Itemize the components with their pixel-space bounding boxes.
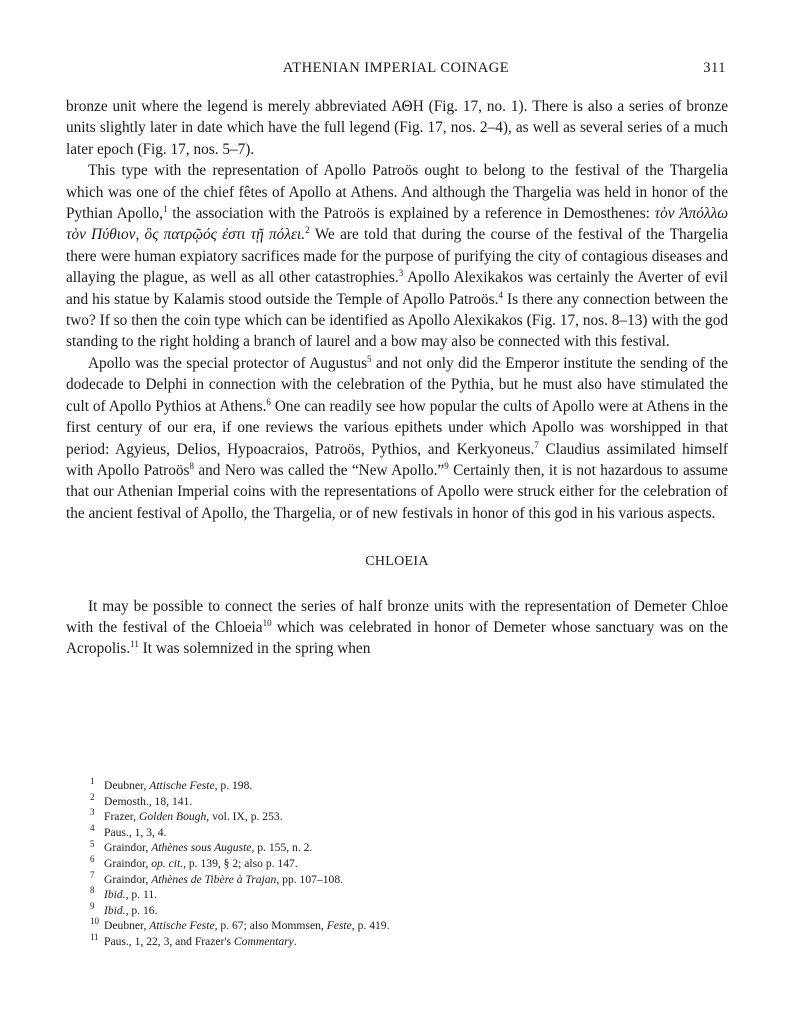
footnote-text: , vol. IX, p. 253. — [206, 810, 283, 824]
paragraph-3-text-c: One can readily see how popular the cults of Apollo were at Athens in the first century of our era, if one reviews the various epithets under which Apollo was worshipped in that period: Agyieus, Delios, Hypoacraios, Patroös, Pythios, and Kerkyoneus. — [66, 397, 728, 458]
body-text — [66, 96, 728, 660]
section-heading: CHLOEIA — [365, 554, 429, 570]
footnote-title: Athènes sous Auguste — [151, 841, 252, 855]
footnote-text: Paus., 1, 3, 4. — [104, 825, 167, 839]
running-header — [66, 60, 726, 82]
paragraph-3-text-a: Apollo was the special protector of Augustus — [88, 354, 368, 372]
footnote-ref-6[interactable]: 6 — [266, 396, 271, 407]
paragraph-2-text-b: the association with the Patroös is explained by a reference in Demosthenes: — [167, 205, 655, 223]
footnote-item: 5 Graindor, Athènes sous Auguste, p. 155, n. 2. — [90, 838, 313, 855]
footnote-item: 3 Frazer, Golden Bough, vol. IX, p. 253. — [90, 807, 283, 824]
footnote-title: Commentary — [233, 934, 294, 948]
footnote-ref-10[interactable]: 10 — [262, 617, 272, 628]
footnote-text: , p. 16. — [125, 903, 158, 917]
footnote-title: Golden Bough — [138, 810, 207, 824]
footnote-ref-5[interactable]: 5 — [367, 353, 372, 364]
footnote-title: op. cit. — [151, 856, 184, 870]
footnote-ref-4[interactable]: 4 — [498, 289, 503, 300]
paragraph-1-text: bronze unit where the legend is merely abbreviated ΑΘΗ (Fig. 17, no. 1). There is also a series of bronze units slightly later in date which have the full legend (Fig. 17, nos. 2–4), as well as several series of a much later epoch (Fig. 17, nos. 5–7). — [66, 98, 728, 158]
footnote-text: , p. 198. — [214, 779, 253, 792]
footnote-item: 1 Deubner, Attische Feste, p. 198. — [90, 776, 253, 792]
footnote-item: 2 Demosth., 18, 141. — [90, 791, 193, 808]
footnote-text: , p. 419. — [351, 919, 390, 933]
footnote-item: 7 Graindor, Athènes de Tibère à Trajan, pp. 107–108. — [90, 869, 344, 886]
paragraph-3-text-f: Certainly then, it is not hazardous to assume that our Athenian Imperial coins with the representations of Apollo were struck either for the celebration of the ancient festival of Apollo, the Thargelia, or of new festivals in honor of this god in his various aspects. — [66, 461, 728, 522]
footnote-ref-9[interactable]: 9 — [444, 460, 449, 471]
page-number: 311 — [703, 60, 726, 76]
paragraph-3-text-b: and not only did the Emperor institute the sending of the dodecade to Delphi in connection with the celebration of the Pythia, but he must also have stimulated the cult of Apollo Pythios at Athens. — [66, 354, 729, 415]
footnote-text: , pp. 107–108. — [276, 872, 344, 886]
footnote-text: Paus., 1, 22, 3, and Frazer's — [104, 934, 234, 948]
footnote-title: Ibid. — [104, 888, 126, 902]
footnote-text: Graindor, — [104, 841, 152, 855]
paragraph-4 — [66, 596, 728, 660]
footnote-title: Ibid. — [104, 903, 126, 917]
footnote-text: , p. 11. — [125, 888, 158, 902]
footnote-text: . — [293, 934, 297, 948]
running-title: ATHENIAN IMPERIAL COINAGE — [282, 60, 510, 76]
footnote-text: Frazer, — [104, 810, 139, 824]
paragraph-3-text-d: Claudius assimilated himself with Apollo Patroös — [66, 440, 728, 479]
footnote-title: Attische Feste — [149, 779, 215, 792]
footnotes — [90, 778, 650, 950]
footnote-ref-2[interactable]: 2 — [305, 225, 310, 236]
paragraph-4-text-b: which was celebrated in honor of Demeter whose sanctuary was on the Acropolis. — [66, 618, 729, 658]
footnote-ref-7[interactable]: 7 — [534, 439, 539, 450]
footnote-item: 6 Graindor, op. cit., p. 139, § 2; also p. 147. — [90, 854, 298, 870]
footnote-title: Attische Feste — [149, 919, 215, 933]
footnote-item: 10 Deubner, Attische Feste, p. 67; also Mommsen, Feste, p. 419. — [90, 916, 390, 933]
footnote-ref-1[interactable]: 1 — [162, 203, 168, 214]
footnote-ref-11[interactable]: 11 — [130, 639, 139, 650]
paragraph-2-text-e: Is there any connection between the two? If so then the coin type which can be identified as Apollo Alexikakos (Fig. 17, nos. 8–13) with the god standing to the right holding a branch of laurel and a bow may also be connected with this festival. — [66, 290, 728, 351]
footnote-item: 11 Paus., 1, 22, 3, and Frazer's Commentary. — [90, 932, 297, 948]
footnote-item: 4 Paus., 1, 3, 4. — [90, 822, 167, 839]
footnote-text: Demosth., 18, 141. — [104, 794, 193, 808]
paragraph-2-text-c: We are told that during the course of the festival of the Thargelia there were human expiatory sacrifices made for the purpose of purifying the city of contagious diseases and allaying the plague, as well as all other catastrophies. — [66, 226, 728, 287]
footnote-text: Deubner, — [104, 919, 150, 933]
greek-quotation: τὸν Ἀπόλλω τὸν Πύθιον, ὃς πατρῷός ἐστι τῇ πόλει. — [66, 205, 728, 244]
footnote-text: Graindor, — [104, 856, 152, 870]
paragraph-4-text-c: It was solemnized in the spring when — [138, 640, 371, 658]
footnote-ref-8[interactable]: 8 — [189, 460, 194, 471]
paragraph-1 — [66, 96, 728, 160]
footnote-text: , p. 155, n. 2. — [251, 841, 313, 855]
paragraph-2-text-d: Apollo Alexikakos was certainly the Averter of evil and his statue by Kalamis stood outside the Temple of Apollo Patroös. — [66, 269, 728, 308]
paragraph-3 — [66, 353, 728, 524]
footnote-title: Athènes de Tibère à Trajan — [151, 872, 277, 886]
footnote-text: , p. 67; also Mommsen, — [214, 919, 327, 933]
footnote-item: 9 Ibid., p. 16. — [90, 900, 158, 917]
footnote-text: , p. 139, § 2; also p. 147. — [183, 856, 298, 870]
footnote-text: Graindor, — [104, 872, 152, 886]
paragraph-3-text-e: and Nero was called the “New Apollo.” — [193, 461, 445, 479]
paragraph-2 — [66, 160, 728, 353]
footnote-title: Feste — [326, 919, 352, 933]
footnote-item: 8 Ibid., p. 11. — [90, 885, 158, 902]
footnote-text: Deubner, — [104, 779, 150, 792]
paragraph-4-text-a: It may be possible to connect the series of half bronze units with the representation of Demeter Chloe with the festival of the Chloeia — [66, 597, 728, 636]
footnote-ref-3[interactable]: 3 — [398, 268, 404, 279]
paragraph-2-text-a: This type with the representation of Apollo Patroös ought to belong to the festival of the Thargelia which was one of the chief fêtes of Apollo at Athens. And although the Thargelia was held in honor of the Pythian Apollo, — [66, 162, 728, 223]
